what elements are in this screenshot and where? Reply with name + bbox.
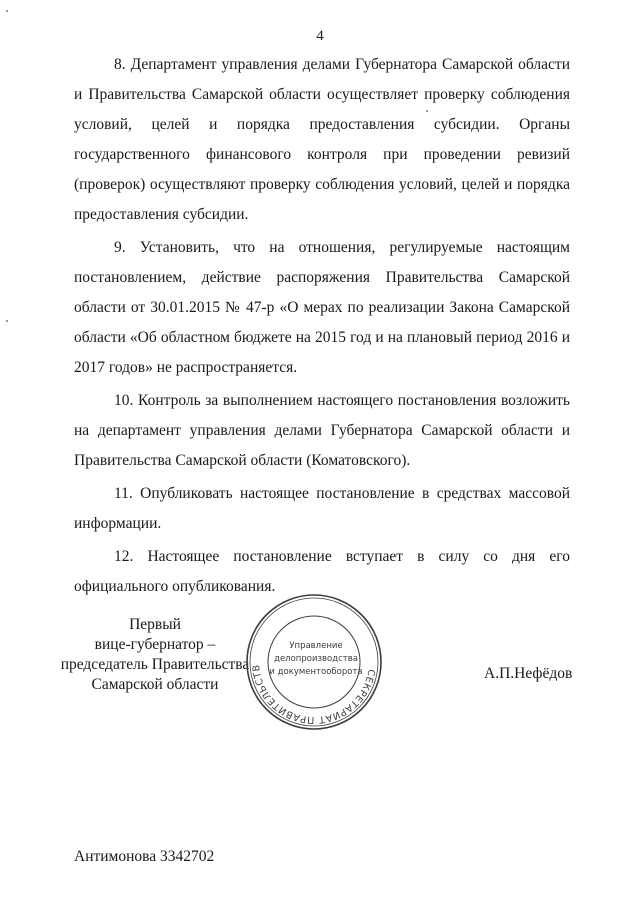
page-number: 4 bbox=[316, 28, 324, 44]
paragraph-9: 9. Установить, что на отношения, регулируемые настоящим постановлением, действие распоряжения Правительства Самарской области от 30.01.2015 № 47-р «О мерах по реализации Закона Самарской области «Об областном бюджете на 2015 год и на плановый период 2016 и 2017 годов» не распространяется. bbox=[74, 239, 570, 376]
seal-center-line: делопроизводства bbox=[274, 654, 358, 664]
seal-icon bbox=[244, 592, 384, 732]
scan-artifact bbox=[6, 10, 8, 12]
signatory-title-line: председатель Правительства bbox=[60, 656, 250, 673]
paragraph-8: 8. Департамент управления делами Губернатора Самарской области и Правительства Самарской области осуществляет проверку соблюдения условий, целей и порядка предоставления субсидии. Органы государственного финансового контроля при проведении ревизий (проверок) осуществляют проверку соблюдения условий, целей и порядка предоставления субсидии. bbox=[74, 56, 570, 223]
paragraph-10: 10. Контроль за выполнением настоящего постановления возложить на департамент управления делами Губернатора Самарской области и Правительства Самарской области (Коматовского). bbox=[74, 392, 570, 469]
signatory-name: А.П.Нефёдов bbox=[484, 665, 573, 682]
scan-artifact bbox=[426, 110, 428, 112]
paragraph-12: 12. Настоящее постановление вступает в силу со дня его официального опубликования. bbox=[74, 548, 570, 595]
signatory-title-line: вице-губернатор – bbox=[94, 636, 216, 653]
signatory-title-line: Первый bbox=[129, 616, 181, 633]
executor-note: Антимонова 3342702 bbox=[74, 848, 215, 865]
signatory-title bbox=[60, 615, 250, 695]
seal-ring-text: СЕКРЕТАРИАТ ПРАВИТЕЛЬСТВ bbox=[250, 663, 377, 726]
official-seal bbox=[244, 592, 384, 732]
seal-center-line: и документооборота bbox=[269, 667, 363, 677]
paragraph-11: 11. Опубликовать настоящее постановление в средствах массовой информации. bbox=[74, 485, 570, 532]
signatory-title-line: Самарской области bbox=[91, 676, 219, 693]
document-body bbox=[74, 50, 570, 605]
scan-artifact bbox=[6, 320, 8, 322]
seal-center-line: Управление bbox=[289, 641, 343, 651]
